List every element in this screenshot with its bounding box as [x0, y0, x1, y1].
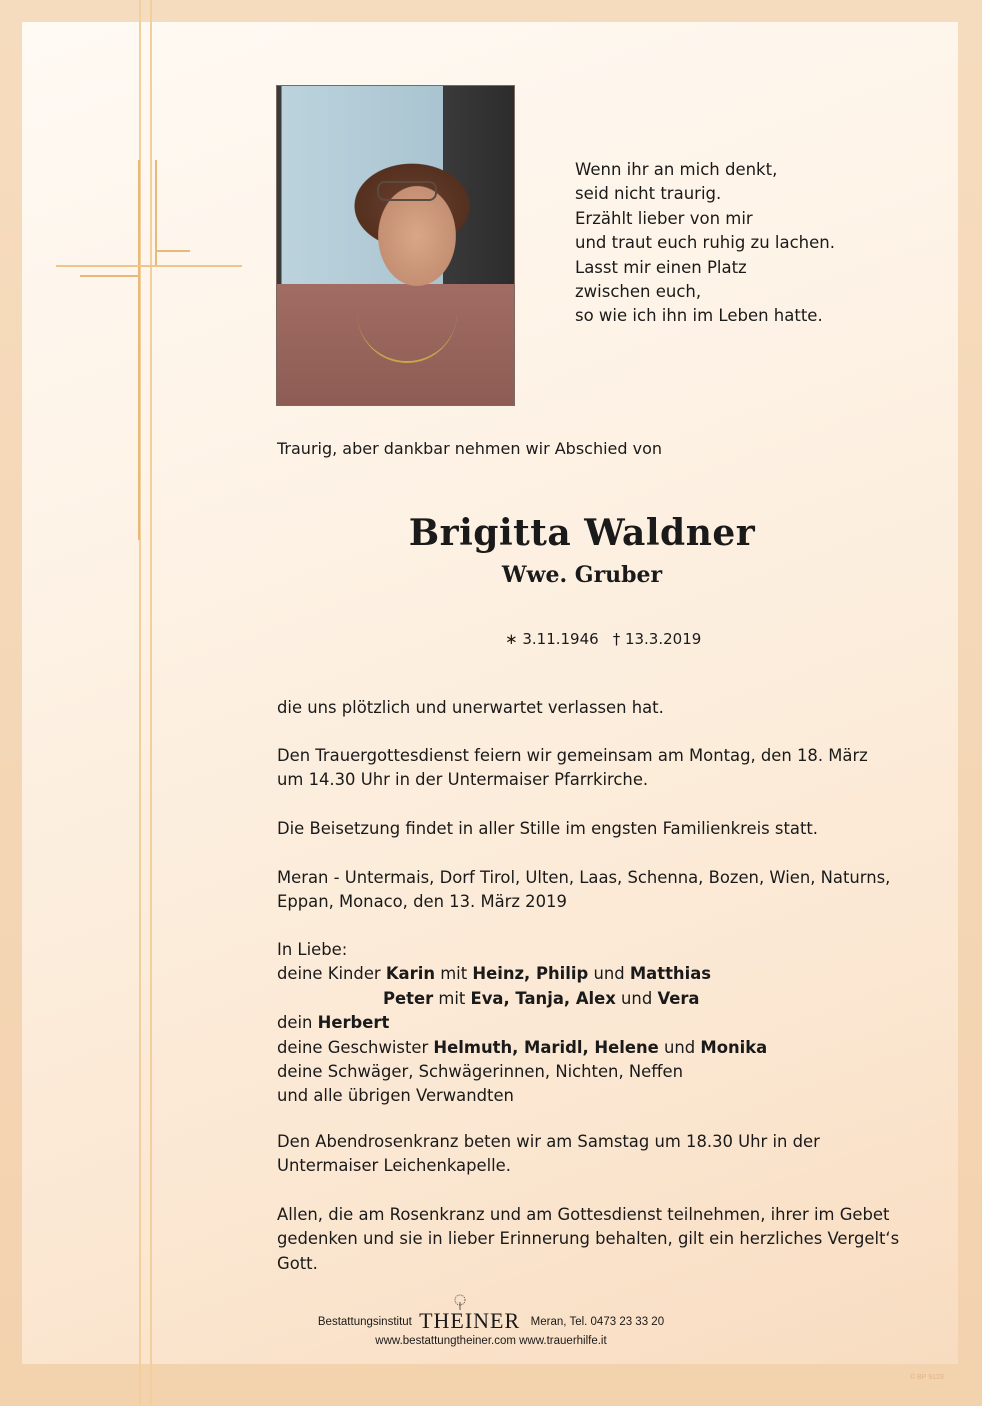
paragraph-thanks: Allen, die am Rosenkranz und am Gottesdienst teilnehmen, ihrer im Gebet gedenken und sie in lieber Erinnerung behalten, gilt ein herzliches Vergelt‘s Gott. — [277, 1205, 900, 1273]
death-date: † 13.3.2019 — [612, 630, 702, 648]
poem-line: Wenn ihr an mich denkt, — [575, 160, 778, 179]
poem-line: so wie ich ihn im Leben hatte. — [575, 306, 823, 326]
paragraph-rosary: Den Abendrosenkranz beten wir am Samstag um 18.30 Uhr in der Untermaiser Leichenkapelle. — [277, 1132, 820, 1176]
paragraph-places: Meran - Untermais, Dorf Tirol, Ulten, Laas, Schenna, Bozen, Wien, Naturns, Eppan, Monaco, den 13. März 2019 — [277, 868, 891, 912]
tree-icon — [449, 1294, 471, 1310]
poem-line: zwischen euch, — [575, 282, 702, 302]
paragraph-departure: die uns plötzlich und unerwartet verlassen hat. — [277, 698, 664, 717]
mourners-list: In Liebe: deine Kinder Karin mit Heinz, Philip und Matthias Peter mit Eva, Tanja, Alex und Vera dein Herbert deine Geschwister Helmuth, Maridl, Helene und Monika deine Schwäger, Schwägerinnen, Nichten, Neffen und alle übrigen Verwandten — [277, 940, 768, 1106]
life-dates — [505, 630, 701, 648]
footer-prefix: Bestattungsinstitut — [317, 1316, 412, 1328]
paragraph-service: Den Trauergottesdienst feiern wir gemeinsam am Montag, den 18. März um 14.30 Uhr in der Untermaiser Pfarrkirche. — [277, 746, 868, 790]
poem-line: und traut euch ruhig zu lachen. — [575, 233, 835, 253]
brand-logo: THEINER — [419, 1308, 527, 1333]
widow-of: Wwe. Gruber — [501, 562, 663, 588]
necklace — [357, 301, 457, 363]
deceased-name: Brigitta Waldner — [408, 512, 756, 554]
glasses — [377, 181, 437, 201]
paragraph-burial: Die Beisetzung findet in aller Stille im engsten Familienkreis statt. — [277, 819, 819, 838]
footer-web: www.bestattungtheiner.com www.trauerhilfe.it — [375, 1335, 607, 1347]
poem-line: Erzählt lieber von mir — [575, 208, 753, 228]
portrait-photo — [276, 85, 515, 406]
poem-line: seid nicht traurig. — [575, 184, 722, 204]
birth-date: ∗ 3.11.1946 — [505, 630, 599, 648]
intro-text: Traurig, aber dankbar nehmen wir Abschied von — [277, 439, 663, 458]
poem — [575, 158, 915, 329]
funeral-home-footer — [0, 1308, 982, 1347]
copyright: © BP 9128 — [910, 1374, 944, 1381]
footer-contact: Meran, Tel. 0473 23 33 20 — [530, 1316, 665, 1328]
poem-line: Lasst mir einen Platz — [575, 257, 747, 277]
